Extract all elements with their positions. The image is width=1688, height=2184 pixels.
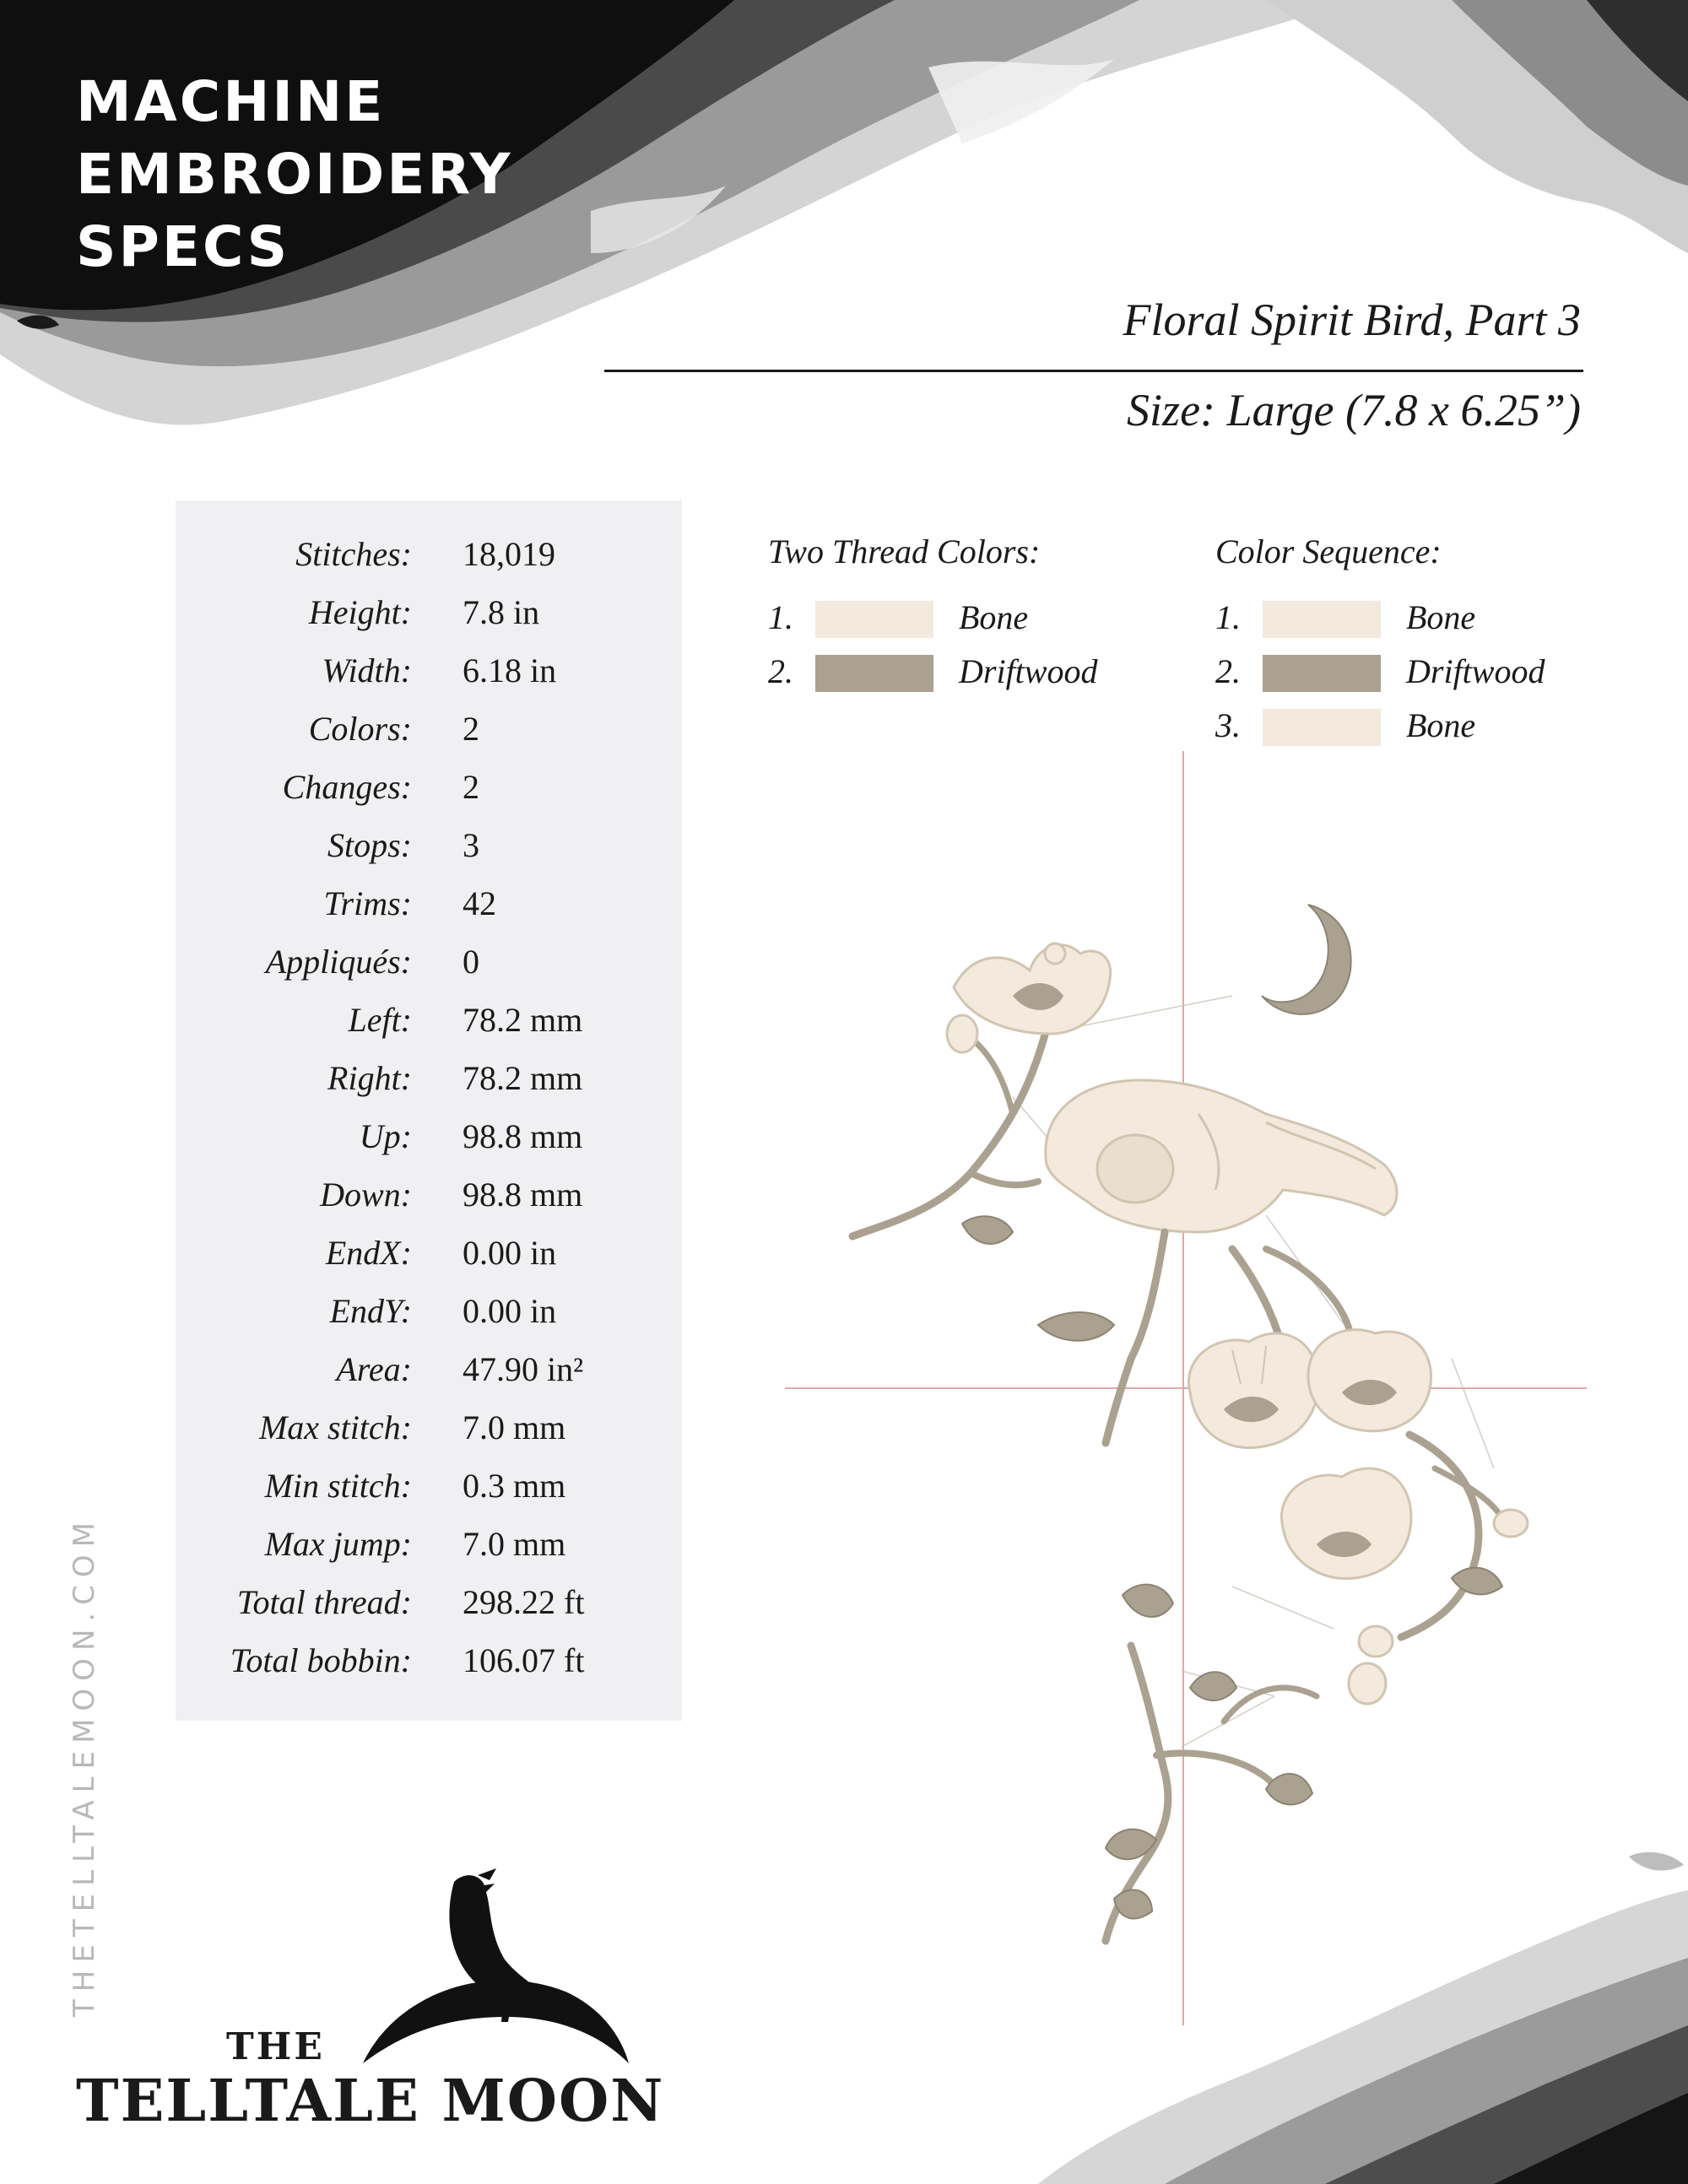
spec-value: 0.00 in	[463, 1292, 557, 1330]
spec-label: Right:	[327, 1059, 412, 1097]
thread-name: Driftwood	[1406, 652, 1545, 690]
spec-value: 98.8 mm	[463, 1176, 583, 1214]
leaf	[1123, 1585, 1173, 1617]
spec-label: Max jump:	[264, 1525, 412, 1563]
spec-row	[176, 1582, 682, 1641]
leaf	[1114, 1889, 1152, 1918]
bud	[1349, 1663, 1386, 1704]
color-swatch	[1263, 709, 1381, 746]
sequence-number: 1.	[1215, 598, 1241, 636]
spec-row	[176, 709, 682, 767]
bird-skull	[1046, 1080, 1397, 1232]
spec-label: Appliqués:	[265, 943, 412, 981]
spec-value: 2	[463, 768, 479, 806]
sequence-number: 2.	[1215, 652, 1241, 690]
spec-label: Left:	[348, 1001, 412, 1039]
color-swatch	[815, 655, 933, 692]
right-stem	[1401, 1435, 1479, 1637]
spec-row	[176, 1524, 682, 1582]
spec-value: 298.22 ft	[463, 1583, 585, 1621]
color-sequence-title: Color Sequence:	[1215, 532, 1442, 570]
spec-row	[176, 1408, 682, 1466]
spec-row	[176, 1175, 682, 1233]
spec-value: 7.8 in	[463, 593, 540, 631]
spec-label: Up:	[359, 1117, 412, 1155]
design-size: Size: Large (7.8 x 6.25”)	[1127, 385, 1581, 435]
spec-row	[176, 651, 682, 709]
spec-row	[176, 534, 682, 592]
spec-label: Total thread:	[236, 1583, 412, 1621]
spec-value: 78.2 mm	[463, 1059, 583, 1097]
title-line: EMBROIDERY	[76, 142, 513, 207]
spec-value: 47.90 in²	[463, 1350, 584, 1388]
spec-row	[176, 1116, 682, 1175]
spec-label: Height:	[308, 593, 412, 631]
spec-label: Total bobbin:	[230, 1641, 412, 1679]
sequence-number: 3.	[1215, 706, 1241, 744]
leaf	[1266, 1774, 1312, 1805]
middle-flower-left	[1188, 1333, 1317, 1448]
embroidery-design-preview	[760, 743, 1604, 2042]
spec-value: 6.18 in	[463, 651, 557, 689]
lower-flower	[1281, 1468, 1410, 1579]
spec-label: Width:	[322, 651, 412, 689]
thread-name: Bone	[1406, 598, 1476, 636]
spec-label: Trims:	[323, 884, 412, 922]
crescent-moon-icon	[1262, 905, 1351, 1014]
spec-value: 0	[463, 943, 479, 981]
spec-row	[176, 825, 682, 884]
spec-value: 2	[463, 710, 479, 748]
bud	[1359, 1626, 1393, 1657]
color-swatch	[1263, 655, 1381, 692]
spec-value: 106.07 ft	[463, 1641, 585, 1679]
title-line: MACHINE	[76, 69, 386, 134]
spec-row	[176, 1641, 682, 1699]
spec-label: Min stitch:	[264, 1467, 412, 1505]
thread-number: 2.	[768, 652, 793, 690]
spec-value: 0.00 in	[463, 1234, 557, 1272]
thread-name: Bone	[1406, 706, 1476, 744]
thread-colors-title: Two Thread Colors:	[768, 532, 1041, 570]
spec-value: 42	[463, 884, 496, 922]
spec-row	[176, 767, 682, 825]
spec-row	[176, 1466, 682, 1524]
middle-flower-right	[1308, 1330, 1431, 1431]
color-swatch	[815, 601, 933, 638]
bud	[947, 1015, 977, 1052]
specs-panel	[176, 500, 682, 1721]
spec-value: 0.3 mm	[463, 1467, 566, 1505]
thread-name: Bone	[959, 598, 1029, 636]
spec-value: 3	[463, 826, 479, 864]
spec-row	[176, 884, 682, 942]
design-name: Floral Spirit Bird, Part 3	[1123, 295, 1581, 345]
spec-row	[176, 1058, 682, 1116]
central-stem	[1106, 1232, 1165, 1443]
website-url: THETELLTALEMOON.COM	[68, 1514, 101, 2017]
brand-logo-name: TELLTALE MOON	[76, 2068, 665, 2135]
spec-row	[176, 1349, 682, 1408]
leaf	[962, 1216, 1013, 1244]
upper-flower	[954, 943, 1111, 1034]
page-title	[76, 66, 512, 284]
spec-label: Down:	[320, 1176, 412, 1214]
spec-label: Stitches:	[295, 535, 412, 573]
color-swatch	[1263, 601, 1381, 638]
thread-number: 1.	[768, 598, 793, 636]
title-divider	[604, 370, 1583, 372]
leaf	[1038, 1312, 1114, 1341]
spec-row	[176, 942, 682, 1000]
spec-value: 7.0 mm	[463, 1408, 566, 1446]
spec-row	[176, 1233, 682, 1291]
spec-value: 18,019	[463, 535, 555, 573]
raven-logo-icon	[346, 1865, 633, 2068]
leaf	[1190, 1672, 1236, 1700]
brand-logo-the: THE	[226, 2025, 325, 2068]
spec-label: Max stitch:	[258, 1408, 412, 1446]
spec-row	[176, 1000, 682, 1058]
spec-label: EndX:	[325, 1234, 412, 1272]
spec-value: 98.8 mm	[463, 1117, 583, 1155]
spec-label: Changes:	[282, 768, 412, 806]
spec-row	[176, 1291, 682, 1349]
spec-label: Area:	[336, 1350, 412, 1388]
thread-name: Driftwood	[959, 652, 1098, 690]
spec-label: EndY:	[329, 1292, 412, 1330]
title-line: SPECS	[76, 214, 290, 279]
bud	[1494, 1510, 1528, 1537]
spec-row	[176, 592, 682, 651]
spec-value: 7.0 mm	[463, 1525, 566, 1563]
spec-label: Stops:	[327, 826, 412, 864]
spec-value: 78.2 mm	[463, 1001, 583, 1039]
spec-label: Colors:	[308, 710, 412, 748]
